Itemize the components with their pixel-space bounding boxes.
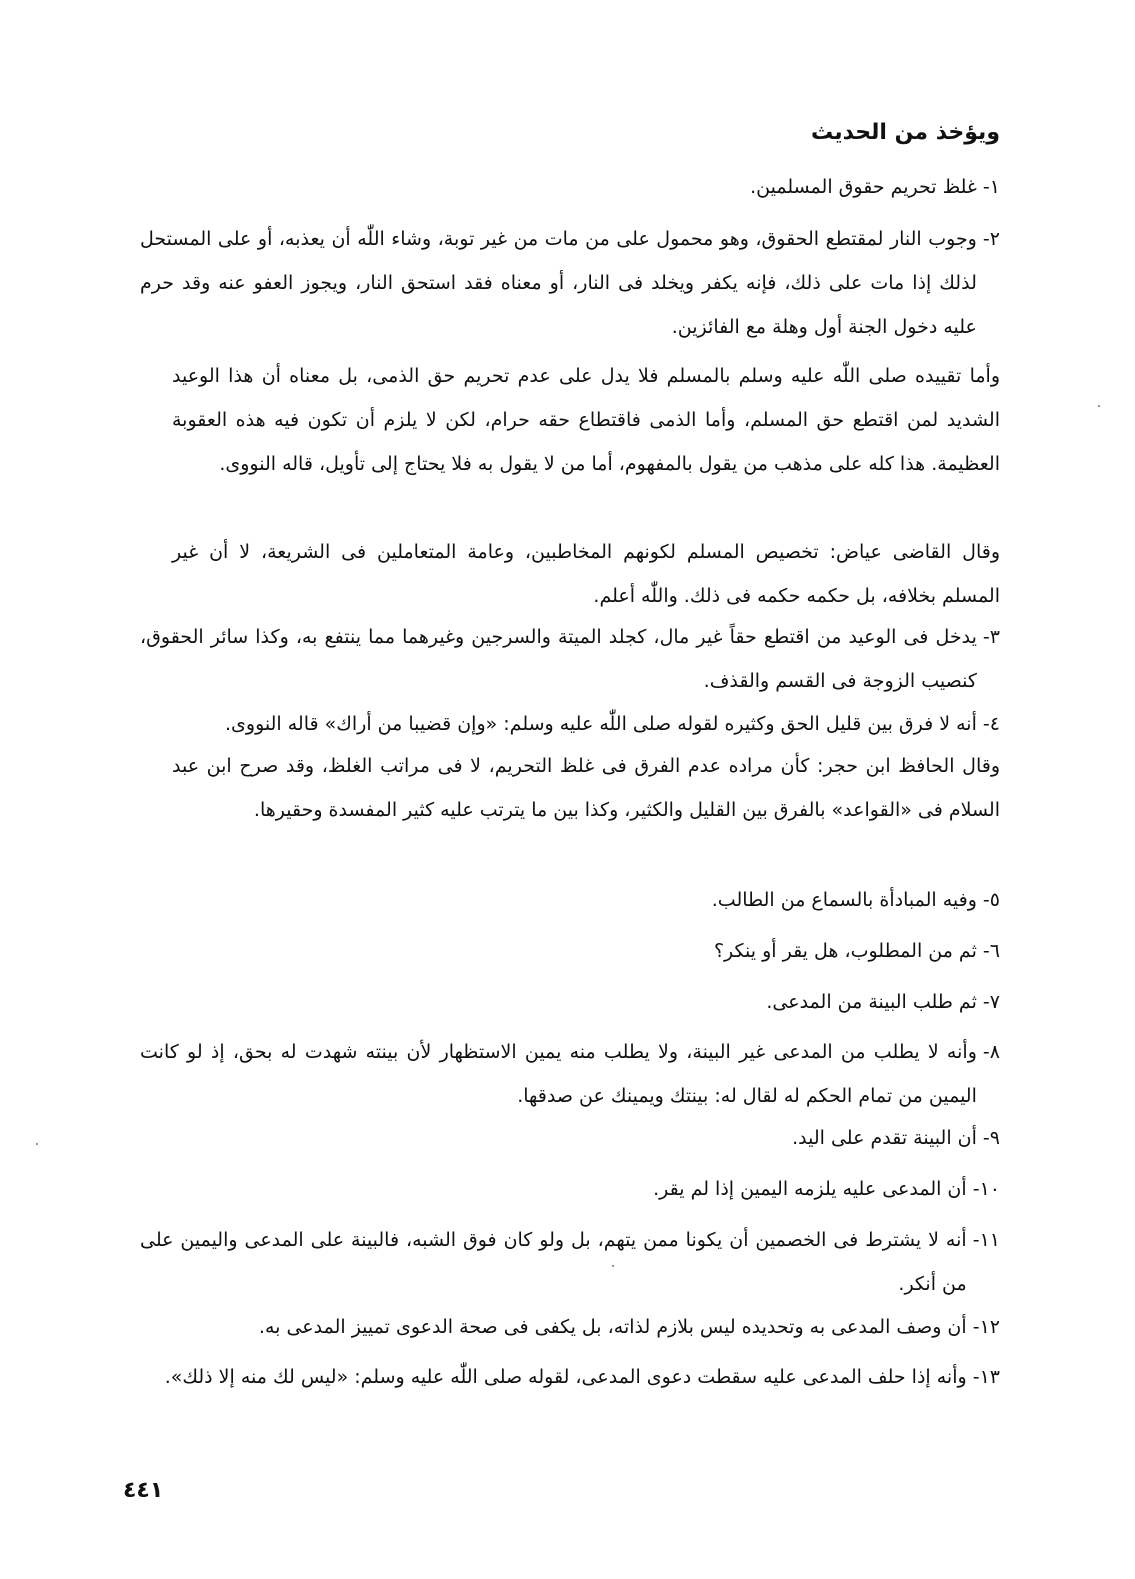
item-number: ٢- — [982, 228, 1000, 250]
paragraph: وأما تقييده صلى اللّٰه عليه وسلم بالمسلم فلا يدل على عدم تحريم حق الذمى، بل معناه أن هذا الوعيد الشديد لمن اقتطع حق المسلم، وأما الذمى فاقتطاع حقه حرام، لكن لا يلزم أن تكون فيه هذه العقوبة العظيمة. هذا كله على مذهب من يقول بالمفهوم، أما من لا يقول به فلا يحتاج إلى تأويل، قاله النووى. — [172, 365, 1000, 475]
item-text: وأنه لا يطلب من المدعى غير البينة، ولا يطلب منه يمين الاستظهار لأن بينته شهدت له بحق، إذ لو كانت اليمين من تمام الحكم له لقال له: بينتك ويمينك عن صدقها. — [140, 1041, 977, 1107]
list-item — [140, 1116, 1000, 1160]
scan-speck — [36, 1143, 38, 1145]
item-number: ٧- — [982, 991, 1000, 1013]
item-text: وفيه المبادأة بالسماع من الطالب. — [711, 889, 977, 911]
item-text: ثم من المطلوب، هل يقر أو ينكر؟ — [713, 940, 977, 962]
list-item — [140, 1030, 1000, 1118]
list-item — [140, 929, 1000, 973]
scan-speck — [1098, 405, 1100, 407]
section-heading: ويؤخذ من الحديث — [811, 120, 1000, 145]
list-item — [140, 165, 1000, 209]
item-number: ٨- — [982, 1041, 1000, 1063]
scan-speck — [612, 1265, 614, 1267]
item-text: يدخل فى الوعيد من اقتطع حقاً غير مال، كجلد الميتة والسرجين وغيرهما مما ينتفع به، وكذا سائر الحقوق، كنصيب الزوجة فى القسم والقذف. — [140, 626, 977, 692]
item-text: أنه لا فرق بين قليل الحق وكثيره لقوله صلى اللّٰه عليه وسلم: «وإن قضيبا من أراك» قاله النووى. — [224, 713, 977, 735]
item-text: غلظ تحريم حقوق المسلمين. — [750, 176, 977, 198]
item-text: أن المدعى عليه يلزمه اليمين إذا لم يقر. — [653, 1178, 967, 1200]
item-number: ١- — [982, 176, 1000, 198]
list-item — [140, 1305, 1000, 1349]
item-number: ١٣- — [972, 1366, 1000, 1388]
item-number: ١١- — [972, 1229, 1000, 1251]
list-item — [140, 217, 1000, 349]
list-item — [140, 980, 1000, 1024]
paragraph: وقال القاضى عياض: تخصيص المسلم لكونهم المخاطبين، وعامة المتعاملين فى الشريعة، لا أن غير المسلم بخلافه، بل حكمه حكمه فى ذلك. واللّٰه أعلم. — [172, 541, 1000, 607]
item-text: وجوب النار لمقتطع الحقوق، وهو محمول على من مات من غير توبة، وشاء اللّٰه أن يعذبه، أو على المستحل لذلك إذا مات على ذلك، فإنه يكفر ويخلد فى النار، أو معناه فقد استحق النار، ويجوز العفو عنه وقد حرم عليه دخول الجنة أول وهلة مع الفائزين. — [140, 228, 977, 338]
item-number: ٤- — [982, 713, 1000, 735]
list-item — [140, 1218, 1000, 1306]
item-number: ٣- — [982, 626, 1000, 648]
list-item — [140, 615, 1000, 703]
page-number: ٤٤١ — [123, 1478, 164, 1503]
item-text: وأنه إذا حلف المدعى عليه سقطت دعوى المدعى، لقوله صلى اللّٰه عليه وسلم: «ليس لك منه إلا ذلك». — [164, 1366, 967, 1388]
list-item — [140, 1167, 1000, 1211]
item-number: ٩- — [982, 1127, 1000, 1149]
list-item — [140, 1355, 1000, 1399]
item-text: أن وصف المدعى به وتحديده ليس بلازم لذاته، بل يكفى فى صحة الدعوى تمييز المدعى به. — [258, 1316, 967, 1338]
list-item — [140, 878, 1000, 922]
item-text: أن البينة تقدم على اليد. — [792, 1127, 977, 1149]
list-item — [140, 702, 1000, 746]
item-text: ثم طلب البينة من المدعى. — [766, 991, 977, 1013]
item-text: أنه لا يشترط فى الخصمين أن يكونا ممن يتهم، بل ولو كان فوق الشبه، فالبينة على المدعى واليمين على من أنكر. — [140, 1229, 967, 1295]
item-number: ١٠- — [972, 1178, 1000, 1200]
item-number: ١٢- — [972, 1316, 1000, 1338]
item-number: ٦- — [982, 940, 1000, 962]
paragraph: وقال الحافظ ابن حجر: كأن مراده عدم الفرق فى غلظ التحريم، لا فى مراتب الغلظ، وقد صرح ابن عبد السلام فى «القواعد» بالفرق بين القليل والكثير، وكذا بين ما يترتب عليه كثير المفسدة وحقيرها. — [172, 755, 1000, 821]
item-number: ٥- — [982, 889, 1000, 911]
